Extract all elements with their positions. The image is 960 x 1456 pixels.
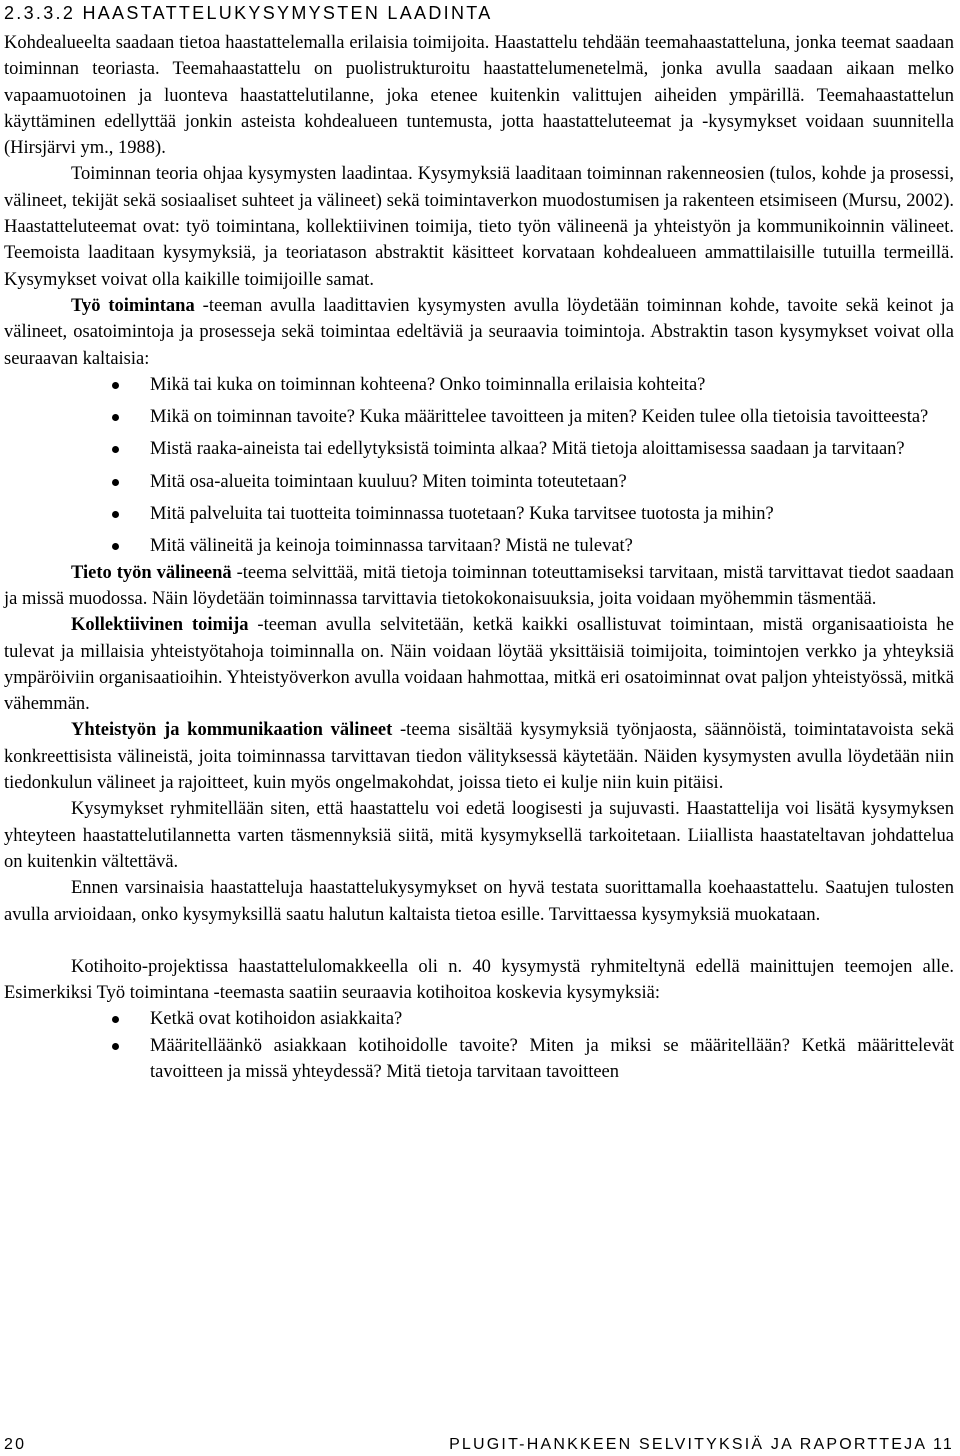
list-item: Mitä palveluita tai tuotteita toiminnassa tuotetaan? Kuka tarvitsee tuotosta ja mihin? bbox=[150, 501, 954, 527]
list-item: Mikä tai kuka on toiminnan kohteena? Onko toiminnalla erilaisia kohteita? bbox=[150, 372, 954, 398]
list-item: Ketkä ovat kotihoidon asiakkaita? bbox=[150, 1006, 954, 1032]
term-knowledge-tool: Tieto työn välineenä bbox=[71, 562, 232, 583]
bullet-icon bbox=[112, 479, 119, 486]
bullet-icon bbox=[112, 543, 119, 550]
paragraph-text: -teeman avulla laadittavien kysymysten avulla löydetään toiminnan kohde, tavoite sekä keinot ja välineet, osatoimintoja ja prosesseja sekä toimintaa edeltäviä ja seuraavia toimintoja. Abstraktin tason kysymykset voivat olla seuraavan kaltaisia: bbox=[4, 295, 954, 369]
page-number: 20 bbox=[4, 1436, 27, 1453]
section-heading: 2.3.3.2 HAASTATTELUKYSYMYSTEN LAADINTA bbox=[4, 3, 493, 23]
list-item: Määritelläänkö asiakkaan kotihoidolle tavoite? Miten ja miksi se määritellään? Ketkä määrittelevät tavoitteen ja missä yhteydessä? Mitä tietoja tarvitaan tavoitteen bbox=[150, 1033, 954, 1086]
term-cooperation-tools: Yhteistyön ja kommunikaation välineet bbox=[71, 720, 393, 741]
paragraph-text: -teeman avulla selvitetään, ketkä kaikki osallistuvat toimintaan, mistä organisaatioista he tulevat ja millaisia yhteistyötahoja toiminnalla on. Näin voidaan löytää yksittäisiä toimijoita, toimintojen verkko ja yhteyksiä ympäröiviin organisaatioihin. Yhteistyöverkon avulla voidaan hahmottaa, mitkä eri osatoiminnat ovat paljon yhteistyössä, mitkä vähemmän. bbox=[4, 615, 954, 715]
paragraph-knowledge-tool bbox=[4, 560, 954, 613]
paragraph-intro: Kohdealueelta saadaan tietoa haastattelemalla erilaisia toimijoita. Haastattelu tehdään teemahaastatteluna, jonka teemat saadaan toiminnan teoriasta. Teemahaastattelu on puolistrukturoitu haastattelumenetelmä, jonka avulla saadaan aikaan melko vapaamuotoinen ja luonteva haastattelutilanne, joka etenee kuitenkin valittujen aiheiden ympärillä. Teemahaastattelun käyttäminen edellyttää jonkin asteista kohdealueen tuntemusta, jotta haastatteluteemat ja -kysymykset voidaan suunnitella (Hirsjärvi ym., 1988). bbox=[4, 33, 954, 159]
page-footer bbox=[4, 1436, 954, 1456]
paragraph-grouping: Kysymykset ryhmitellään siten, että haastattelu voi edetä loogisesti ja sujuvasti. Haastattelija voi lisätä kysymyksen yhteyteen haastattelutilannetta varten täsmennyksiä siitä, mitä kysymyksellä tarkoitetaan. Liiallista haastateltavan johdattelua on kuitenkin vältettävä. bbox=[4, 799, 954, 872]
document-page bbox=[4, 0, 954, 1455]
bullet-icon bbox=[112, 382, 119, 389]
list-item: Mikä on toiminnan tavoite? Kuka määrittelee tavoitteen ja miten? Keiden tulee olla tietoisia tavoitteesta? bbox=[150, 404, 954, 430]
list-item: Mistä raaka-aineista tai edellytyksistä toiminta alkaa? Mitä tietoja aloittamisessa saadaan ja tarvitaan? bbox=[150, 436, 954, 462]
home-care-questions-list bbox=[4, 1006, 954, 1085]
paragraph-text: -teema selvittää, mitä tietoja toiminnan toteuttamiseksi tarvitaan, mistä tarvittavat tiedot saadaan ja missä muodossa. Näin löydetään toiminnassa tarvittavia tietokokonaisuuksia, joita voidaan myöhemmin täsmentää. bbox=[4, 562, 955, 609]
paragraph-collective-actor bbox=[4, 612, 954, 717]
paragraph-cooperation-tools bbox=[4, 717, 954, 796]
paragraph-activity-theory: Toiminnan teoria ohjaa kysymysten laadintaa. Kysymyksiä laaditaan toiminnan rakenneosien (tulos, kohde ja prosessi, välineet, tekijät sekä sosiaaliset suhteet ja välineet) sekä toimintaverkon muodostumisen ja rakenteen etsimiseen (Mursu, 2002). Haastatteluteemat ovat: työ toimintana, kollektiivinen toimija, tieto työn välineenä ja yhteistyön ja kommunikoinnin välineet. Teemoista laaditaan kysymyksiä, ja teoriatason abstraktit käsitteet korvataan kohdealueen ammattilaisille tutuilla termeillä. Kysymykset voivat olla kaikille toimijoille samat. bbox=[4, 164, 954, 290]
bullet-icon bbox=[112, 414, 119, 421]
body-text bbox=[4, 30, 954, 1085]
bullet-icon bbox=[112, 1016, 119, 1023]
paragraph-text: -teema sisältää kysymyksiä työnjaosta, säännöistä, toimintatavoista sekä konkreettisista välineistä, joita toiminnassa tarvittavan tiedon välityksessä käytetään. Näiden kysymysten avulla löydetään niin tiedonkulun välineet ja rajoitteet, kuin myös ongelmakohdat, joissa tieto ei kulje niin kuin pitäisi. bbox=[4, 720, 955, 794]
abstract-questions-list bbox=[4, 372, 954, 560]
paragraph-pilot-interview: Ennen varsinaisia haastatteluja haastattelukysymykset on hyvä testata suorittamalla koehaastattelu. Saatujen tulosten avulla arvioidaan, onko kysymyksillä saatu halutun kaltaista tietoa esille. Tarvittaessa kysymyksiä muokataan. bbox=[4, 878, 954, 925]
publication-series-title: PLUGIT-HANKKEEN SELVITYKSIÄ JA RAPORTTEJA 11 bbox=[449, 1436, 954, 1453]
bullet-icon bbox=[112, 511, 119, 518]
bullet-icon bbox=[112, 446, 119, 453]
bullet-icon bbox=[112, 1043, 119, 1050]
paragraph-work-as-activity bbox=[4, 293, 954, 372]
list-item: Mitä osa-alueita toimintaan kuuluu? Miten toiminta toteutetaan? bbox=[150, 469, 954, 495]
term-collective-actor: Kollektiivinen toimija bbox=[71, 615, 249, 636]
list-item: Mitä välineitä ja keinoja toiminnassa tarvitaan? Mistä ne tulevat? bbox=[150, 533, 954, 559]
term-work-as-activity: Työ toimintana bbox=[71, 295, 195, 316]
paragraph-home-care-project: Kotihoito-projektissa haastattelulomakkeella oli n. 40 kysymystä ryhmiteltynä edellä mainittujen teemojen alle. Esimerkiksi Työ toimintana -teemasta saatiin seuraavia kotihoitoa koskevia kysymyksiä: bbox=[4, 956, 954, 1004]
